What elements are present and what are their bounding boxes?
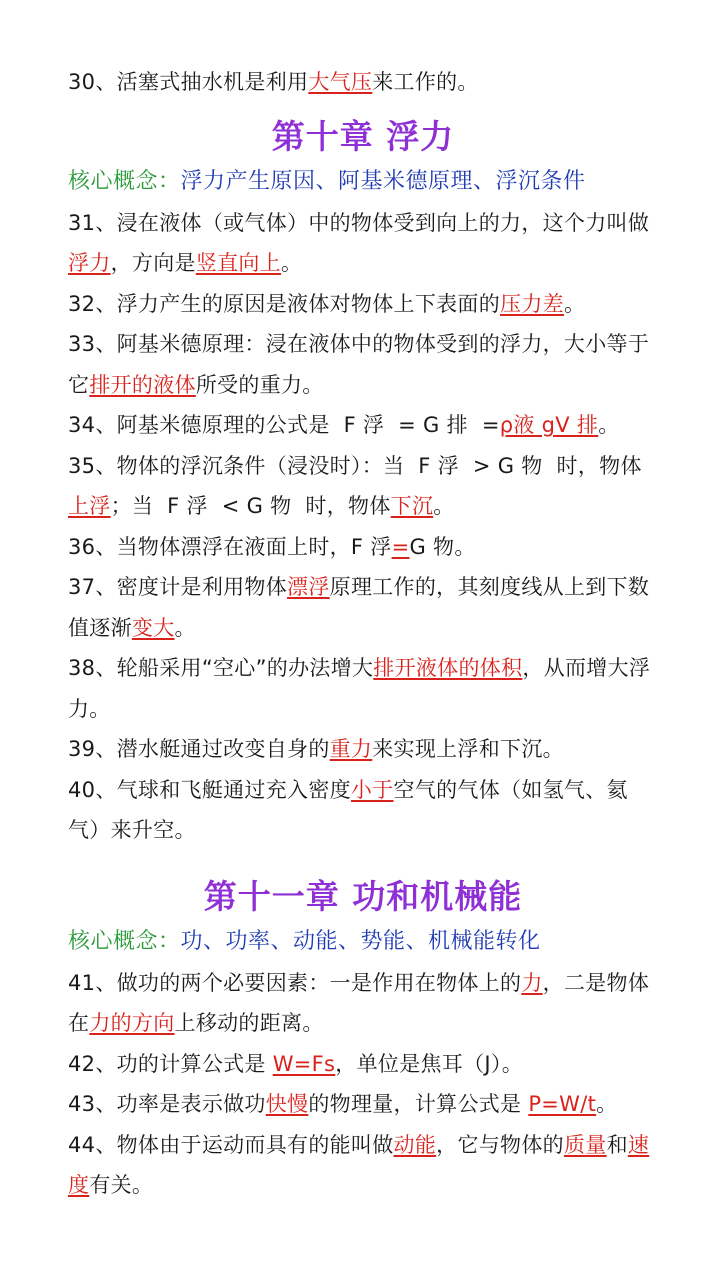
item-38-text-end: ，从而增大浮力。 xyxy=(68,656,651,721)
item-40-answer: 小于 xyxy=(350,777,394,802)
item-44-answer-3: 速度 xyxy=(68,1132,650,1197)
item-44-text-end: 有关。 xyxy=(89,1173,154,1197)
item-37-text: 37、密度计是利用物体 xyxy=(68,575,288,599)
chapter-11-core-concepts xyxy=(68,921,658,963)
item-41-answer-1: 力 xyxy=(521,970,543,995)
item-41-text-end: 上移动的距离。 xyxy=(174,1011,324,1035)
item-33 xyxy=(68,324,658,405)
item-37-text-end: 。 xyxy=(174,615,196,640)
item-40 xyxy=(68,770,658,851)
chapter-11-title: 第十一章 功和机械能 xyxy=(203,876,523,916)
item-38 xyxy=(68,648,658,729)
item-35-answer-2: 下沉 xyxy=(390,494,434,518)
item-35 xyxy=(68,446,658,527)
item-31-text: 31、浸在液体（或气体）中的物体受到向上的力，这个力叫做 xyxy=(68,210,650,235)
item-43-answer-1: 快慢 xyxy=(265,1092,309,1116)
item-31-text-mid: ，方向是 xyxy=(110,251,196,275)
item-40-text: 40、气球和飞艇通过充入密度 xyxy=(68,777,351,802)
item-31-text-end: 。 xyxy=(281,251,303,275)
item-41-text-mid: ，二是物体在 xyxy=(68,970,650,1035)
item-43 xyxy=(68,1084,658,1125)
item-33-answer: 排开的液体 xyxy=(89,372,196,397)
item-42 xyxy=(68,1044,658,1085)
item-42-text: 42、功的计算公式是 xyxy=(68,1051,273,1076)
item-44-text-mid: ，它与物体的 xyxy=(436,1132,564,1157)
item-35-text-mid: ；当 F 浮 < G 物 时，物体 xyxy=(110,494,391,518)
item-36 xyxy=(68,527,658,568)
item-39-text: 39、潜水艇通过改变自身的 xyxy=(68,737,330,761)
item-41-answer-2: 力的方向 xyxy=(89,1011,175,1035)
item-43-text-mid: 的物理量，计算公式是 xyxy=(308,1092,529,1116)
item-31-answer-1: 浮力 xyxy=(68,251,111,275)
item-36-text-end: G 物。 xyxy=(409,534,476,559)
item-44-text-mid-2: 和 xyxy=(606,1132,628,1157)
item-36-text: 36、当物体漂浮在液面上时，F 浮 xyxy=(68,534,392,559)
item-43-text: 43、功率是表示做功 xyxy=(68,1092,266,1116)
item-33-text-end: 所受的重力。 xyxy=(195,372,324,397)
item-42-text-end: ，单位是焦耳（J）。 xyxy=(335,1051,523,1076)
item-44-text: 44、物体由于运动而具有的能叫做 xyxy=(68,1132,394,1157)
item-39-text-end: 来实现上浮和下沉。 xyxy=(372,737,564,761)
item-39-answer: 重力 xyxy=(329,737,373,761)
item-38-text: 38、轮船采用“空心”的办法增大 xyxy=(68,656,374,680)
item-31 xyxy=(68,203,658,284)
item-34-text: 34、阿基米德原理的公式是 F 浮 = G 排 = xyxy=(68,413,500,437)
chapter-10-core-concepts xyxy=(68,161,658,203)
item-32-text-end: 。 xyxy=(563,291,586,316)
item-37-answer-1: 漂浮 xyxy=(287,575,330,599)
item-35-answer-1: 上浮 xyxy=(68,494,111,518)
item-34-text-end: 。 xyxy=(598,413,620,437)
core-concepts-label: 核心概念： xyxy=(68,168,181,194)
item-43-answer-2: P=W/t xyxy=(528,1092,597,1116)
item-37-text-mid: 原理工作的，其刻度线从上到下数值逐渐 xyxy=(68,575,650,640)
item-35-text: 35、物体的浮沉条件（浸没时）：当 F 浮 > G 物 时，物体 xyxy=(68,453,642,478)
item-41 xyxy=(68,963,658,1044)
core-concepts-text: 功、功率、动能、势能、机械能转化 xyxy=(180,928,541,954)
item-44 xyxy=(68,1125,658,1206)
core-concepts-label: 核心概念： xyxy=(68,928,181,954)
item-44-answer-2: 质量 xyxy=(563,1132,607,1157)
item-33-text: 33、阿基米德原理：浸在液体中的物体受到的浮力，大小等于它 xyxy=(68,332,650,397)
core-concepts-text: 浮力产生原因、阿基米德原理、浮沉条件 xyxy=(180,168,586,194)
item-35-text-end: 。 xyxy=(433,494,455,518)
item-42-answer: W=Fs xyxy=(272,1051,336,1076)
item-30-answer: 大气压 xyxy=(308,70,373,94)
item-36-answer: = xyxy=(391,534,410,559)
item-38-answer: 排开液体的体积 xyxy=(373,656,523,680)
item-40-text-end: 空气的气体（如氢气、氦气）来升空。 xyxy=(68,777,628,842)
item-31-answer-2: 竖直向上 xyxy=(195,251,282,275)
chapter-10-title: 第十章 浮力 xyxy=(271,116,455,156)
item-39 xyxy=(68,729,658,770)
item-32-answer: 压力差 xyxy=(500,291,564,316)
item-43-text-end: 。 xyxy=(596,1092,618,1116)
item-37-answer-2: 变大 xyxy=(131,615,175,640)
item-41-text: 41、做功的两个必要因素：一是作用在物体上的 xyxy=(68,970,522,995)
item-30-text: 30、活塞式抽水机是利用 xyxy=(68,70,309,94)
item-32-text: 32、浮力产生的原因是液体对物体上下表面的 xyxy=(68,291,501,316)
item-30-text-end: 来工作的。 xyxy=(372,70,479,94)
item-32 xyxy=(68,284,658,325)
item-44-answer-1: 动能 xyxy=(393,1132,437,1157)
item-34-answer: ρ液 gV 排 xyxy=(499,413,599,437)
item-34 xyxy=(68,405,658,446)
item-30 xyxy=(68,62,658,103)
item-37 xyxy=(68,567,658,648)
